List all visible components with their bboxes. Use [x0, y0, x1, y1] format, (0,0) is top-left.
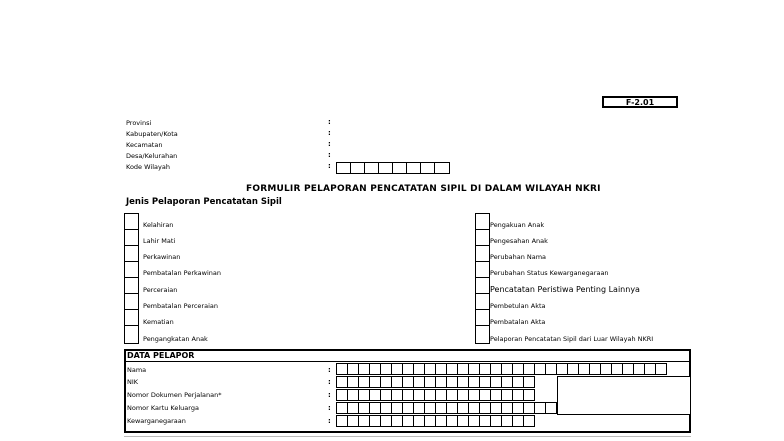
option-pembatalan-perkawinan: Pembatalan Perkawinan — [143, 269, 221, 277]
checkbox[interactable] — [476, 278, 489, 294]
option-perkawinan: Perkawinan — [143, 253, 181, 261]
form-code: F-2.01 — [602, 96, 678, 108]
travel-doc-colon: : — [328, 391, 331, 399]
citizenship-colon: : — [328, 417, 331, 425]
village-label: Desa/Kelurahan — [126, 152, 178, 160]
pelapor-travel-doc-label: Nomor Dokumen Perjalanan* — [127, 391, 222, 399]
option-perceraian: Perceraian — [143, 286, 178, 294]
option-perubahan-nama: Perubahan Nama — [490, 253, 547, 261]
province-colon: : — [328, 118, 331, 126]
checkbox[interactable] — [476, 214, 489, 230]
option-pengakuan-anak: Pengakuan Anak — [490, 221, 545, 229]
kk-colon: : — [328, 404, 331, 412]
option-pembatalan-akta: Pembatalan Akta — [490, 318, 546, 326]
option-pengangkatan-anak: Pengangkatan Anak — [143, 335, 208, 343]
pelapor-citizenship-label: Kewarganegaraan — [127, 417, 186, 425]
checkbox[interactable] — [125, 230, 138, 246]
region-code-colon: : — [328, 162, 331, 170]
pelapor-name-label: Nama — [127, 366, 147, 374]
checkbox[interactable] — [476, 262, 489, 278]
checkbox[interactable] — [125, 310, 138, 326]
option-pembatalan-perceraian: Pembatalan Perceraian — [143, 302, 218, 310]
regency-label: Kabupaten/Kota — [126, 130, 178, 138]
checkbox[interactable] — [476, 246, 489, 262]
checkbox[interactable] — [476, 230, 489, 246]
village-colon: : — [328, 151, 331, 159]
checkbox[interactable] — [125, 262, 138, 278]
nik-colon: : — [328, 378, 331, 386]
option-peristiwa-penting-lainnya: Pencatatan Peristiwa Penting Lainnya — [490, 285, 640, 294]
form-title: FORMULIR PELAPORAN PENCATATAN SIPIL DI DALAM WILAYAH NKRI — [246, 184, 601, 194]
pelapor-nik-label: NIK — [127, 378, 139, 386]
regency-colon: : — [328, 129, 331, 137]
checkbox[interactable] — [125, 326, 138, 342]
divider — [124, 436, 691, 437]
option-kelahiran: Kelahiran — [143, 221, 174, 229]
nik-char-boxes[interactable] — [336, 376, 534, 388]
district-label: Kecamatan — [126, 141, 163, 149]
checkbox[interactable] — [476, 326, 489, 342]
option-kematian: Kematian — [143, 318, 174, 326]
region-code-boxes[interactable] — [336, 162, 450, 174]
checkbox[interactable] — [125, 278, 138, 294]
right-checkbox-column[interactable] — [475, 213, 490, 344]
blank-area — [557, 376, 690, 415]
left-checkbox-column[interactable] — [124, 213, 139, 344]
option-lahir-mati: Lahir Mati — [143, 237, 176, 245]
option-pembetulan-akta: Pembetulan Akta — [490, 302, 546, 310]
checkbox[interactable] — [125, 294, 138, 310]
citizenship-char-boxes[interactable] — [336, 415, 534, 427]
province-label: Provinsi — [126, 119, 152, 127]
option-pengesahan-anak: Pengesahan Anak — [490, 237, 548, 245]
name-char-boxes[interactable] — [336, 363, 666, 375]
checkbox[interactable] — [125, 214, 138, 230]
checkbox[interactable] — [476, 294, 489, 310]
report-type-heading: Jenis Pelaporan Pencatatan Sipil — [126, 197, 282, 207]
checkbox[interactable] — [476, 310, 489, 326]
district-colon: : — [328, 140, 331, 148]
region-code-label: Kode Wilayah — [126, 163, 170, 171]
option-perubahan-status-kewarganegaraan: Perubahan Status Kewarganegaraan — [490, 269, 609, 277]
data-pelapor-heading: DATA PELAPOR — [126, 351, 690, 362]
checkbox[interactable] — [125, 246, 138, 262]
name-colon: : — [328, 366, 331, 374]
option-luar-wilayah: Pelaporan Pencatatan Sipil dari Luar Wilayah NKRI — [490, 335, 654, 343]
travel-doc-char-boxes[interactable] — [336, 389, 534, 401]
pelapor-kk-label: Nomor Kartu Keluarga — [127, 404, 199, 412]
